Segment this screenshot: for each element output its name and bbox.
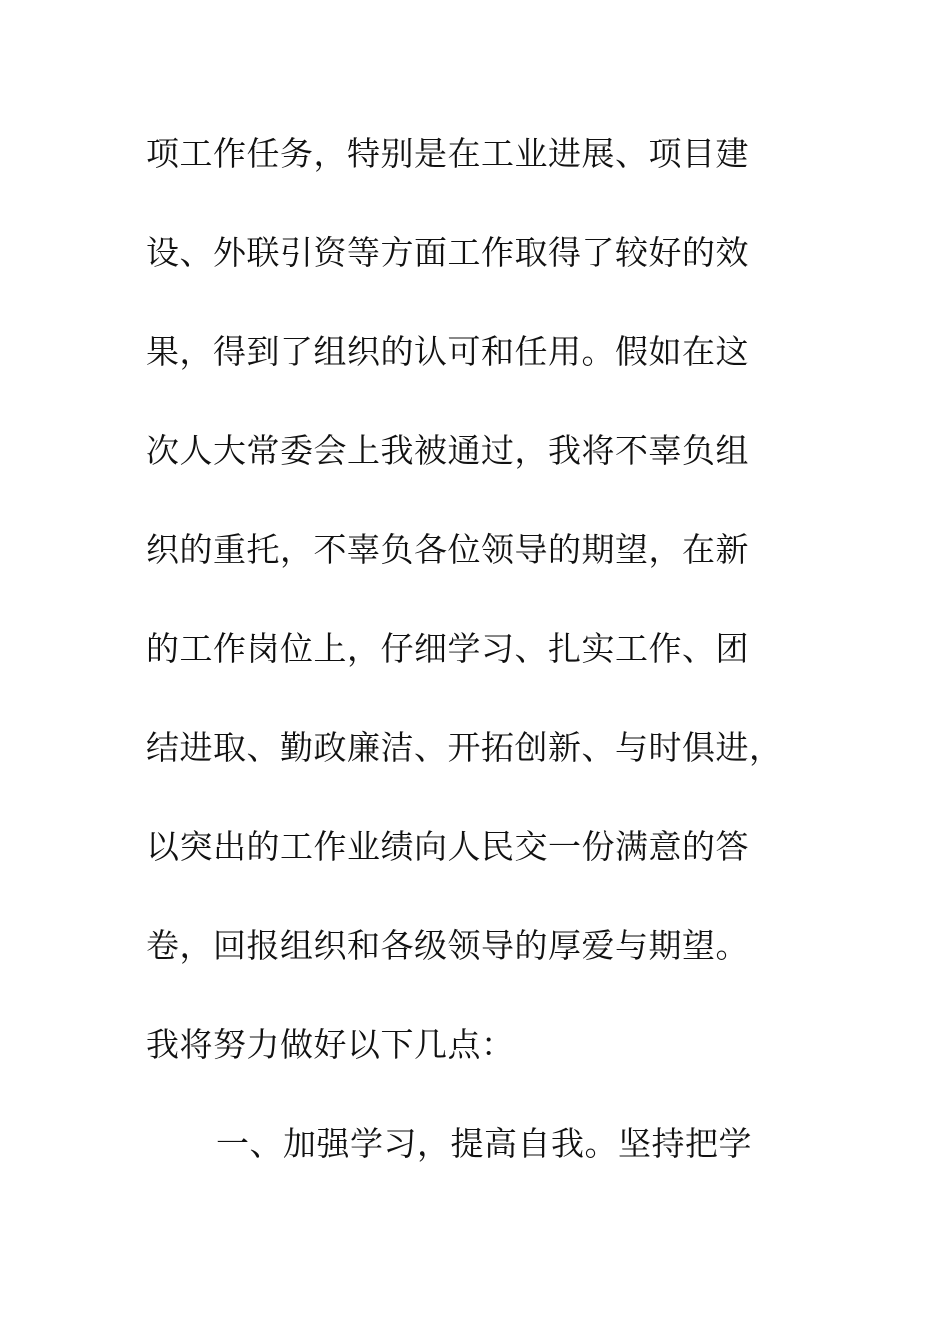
text-line: 以突出的工作业绩向人民交一份满意的答	[146, 827, 749, 866]
text-line: 项工作任务，特别是在工业进展、项目建	[146, 134, 749, 173]
text-line: 我将努力做好以下几点：	[146, 1025, 515, 1064]
section-heading-line: 一、加强学习，提高自我。坚持把学	[216, 1124, 752, 1163]
text-line: 次人大常委会上我被通过，我将不辜负组	[146, 431, 749, 470]
text-line: 果，得到了组织的认可和任用。假如在这	[146, 332, 749, 371]
text-line: 的工作岗位上，仔细学习、扎实工作、团	[146, 629, 749, 668]
text-line: 设、外联引资等方面工作取得了较好的效	[146, 233, 749, 272]
document-body	[146, 124, 806, 1213]
text-line: 织的重托，不辜负各位领导的期望，在新	[146, 530, 749, 569]
text-line: 卷，回报组织和各级领导的厚爱与期望。	[146, 926, 749, 965]
text-line: 结进取、勤政廉洁、开拓创新、与时俱进，	[146, 728, 783, 767]
